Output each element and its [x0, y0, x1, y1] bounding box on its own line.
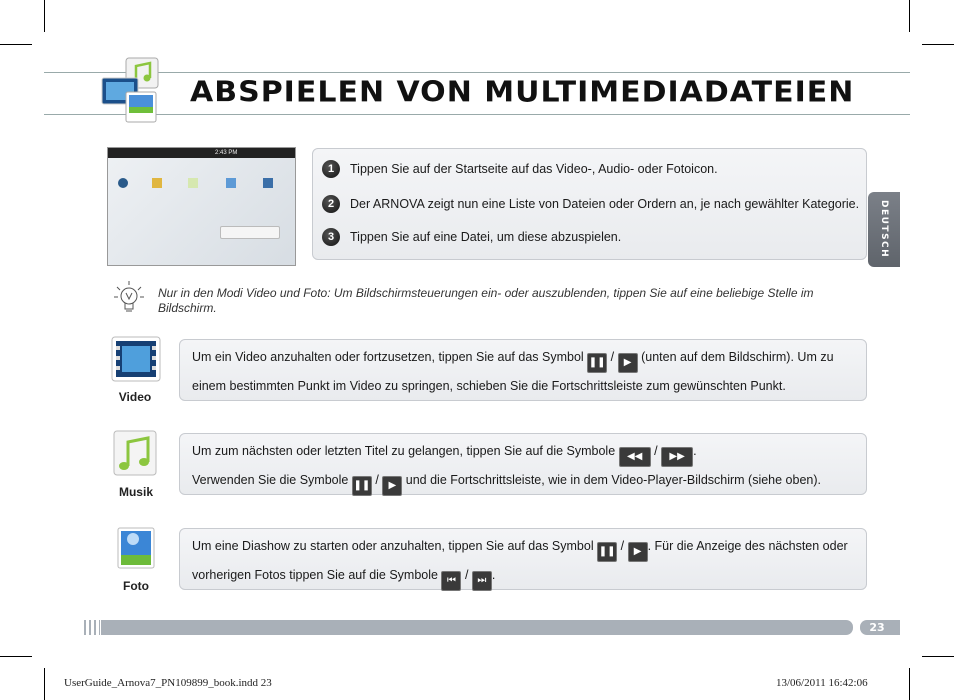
step-text: Tippen Sie auf der Startseite auf das Video-, Audio- oder Fotoicon.: [350, 162, 718, 176]
skip-forward-icon: ⏭: [472, 571, 492, 591]
foto-label: Foto: [123, 579, 149, 593]
foto-line-2: [192, 562, 854, 591]
foto-box: [179, 528, 867, 590]
tip-note: Nur in den Modi Video und Foto: Um Bildschirmsteuerungen ein- oder auszublenden, tippen Sie auf eine beliebige Stelle im Bildschirm.: [158, 286, 814, 315]
status-time: 2:43 PM: [215, 150, 238, 156]
crop-mark: [922, 656, 954, 657]
crop-mark: [0, 44, 32, 45]
next-icon: ▶▶: [661, 447, 693, 467]
crop-mark: [909, 0, 910, 32]
foto-text: Um eine Diashow zu starten oder anzuhalten, tippen Sie auf das Symbol: [192, 539, 594, 553]
foto-text: vorherigen Fotos tippen Sie auf die Symbole: [192, 568, 438, 582]
status-bar: [108, 148, 295, 158]
skip-back-icon: ⏮: [441, 571, 461, 591]
header-rule-bottom: [44, 114, 910, 115]
musik-line-1: [192, 438, 854, 467]
musik-text: .: [693, 444, 697, 458]
gallery-app-icon: [226, 178, 236, 188]
music-icon: [113, 430, 157, 476]
musik-text: Um zum nächsten oder letzten Titel zu gelangen, tippen Sie auf die Symbole: [192, 444, 616, 458]
foto-line-1: [192, 533, 854, 562]
page-bar: [101, 620, 853, 635]
video-app-icon: [263, 178, 273, 188]
separator: /: [654, 444, 658, 458]
step-text: Tippen Sie auf eine Datei, um diese abzuspielen.: [350, 230, 622, 244]
step-number: 3: [322, 228, 340, 246]
foto-text: . Für die Anzeige des nächsten oder: [647, 539, 848, 553]
folder-app-icon: [152, 178, 162, 188]
footer-file: UserGuide_Arnova7_PN109899_book.indd 23: [64, 677, 272, 689]
steps-box: [312, 148, 867, 260]
video-box: [179, 339, 867, 401]
home-app-icon: [118, 178, 128, 188]
video-line-1: [192, 344, 854, 373]
video-text: (unten auf dem Bildschirm). Um zu: [641, 350, 834, 364]
musik-line-2: [192, 467, 854, 496]
footer-timestamp: 13/06/2011 16:42:06: [776, 677, 868, 689]
video-icon: [111, 336, 161, 382]
lightbulb-icon: [112, 279, 146, 317]
musik-text: Verwenden Sie die Symbole: [192, 473, 349, 487]
pause-icon: ❚❚: [597, 542, 617, 562]
separator: /: [620, 539, 625, 553]
step-text: Der ARNOVA zeigt nun eine Liste von Dateien oder Ordern an, je nach gewählter Kategorie.: [350, 197, 860, 211]
page-title: ABSPIELEN VON MULTIMEDIADATEIEN: [190, 75, 855, 110]
multimedia-icon: [100, 56, 164, 126]
device-screenshot: [107, 147, 296, 266]
crop-mark: [0, 656, 32, 657]
music-app-icon: [188, 178, 198, 188]
crop-mark: [44, 0, 45, 32]
photo-icon: [117, 527, 155, 569]
crop-mark: [44, 668, 45, 700]
separator: /: [375, 473, 379, 487]
foto-text: .: [491, 568, 496, 582]
video-line-2: einem bestimmten Punkt im Video zu springen, schieben Sie die Fortschrittsleiste zum gewünschten Punkt.: [192, 379, 786, 393]
video-label: Video: [118, 390, 152, 404]
previous-icon: ◀◀: [619, 447, 651, 467]
page-bar-stripes: [84, 620, 100, 635]
musik-label: Musik: [118, 485, 153, 499]
crop-mark: [922, 44, 954, 45]
step-number: 2: [322, 195, 340, 213]
musik-box: [179, 433, 867, 495]
language-tab-label: DEUTSCH: [879, 200, 889, 259]
pause-icon: ❚❚: [587, 353, 607, 373]
play-icon: ▶: [628, 542, 648, 562]
separator: /: [464, 568, 469, 582]
separator: /: [610, 350, 615, 364]
step-number: 1: [322, 160, 340, 178]
video-text: Um ein Video anzuhalten oder fortzusetzen, tippen Sie auf das Symbol: [192, 350, 584, 364]
page-number: 23: [869, 621, 885, 634]
play-icon: ▶: [382, 476, 402, 496]
pause-icon: ❚❚: [352, 476, 372, 496]
header-rule-top: [44, 72, 910, 73]
search-widget: [220, 226, 280, 239]
crop-mark: [909, 668, 910, 700]
play-icon: ▶: [618, 353, 638, 373]
musik-text: und die Fortschrittsleiste, wie in dem Video-Player-Bildschirm (siehe oben).: [405, 473, 822, 487]
